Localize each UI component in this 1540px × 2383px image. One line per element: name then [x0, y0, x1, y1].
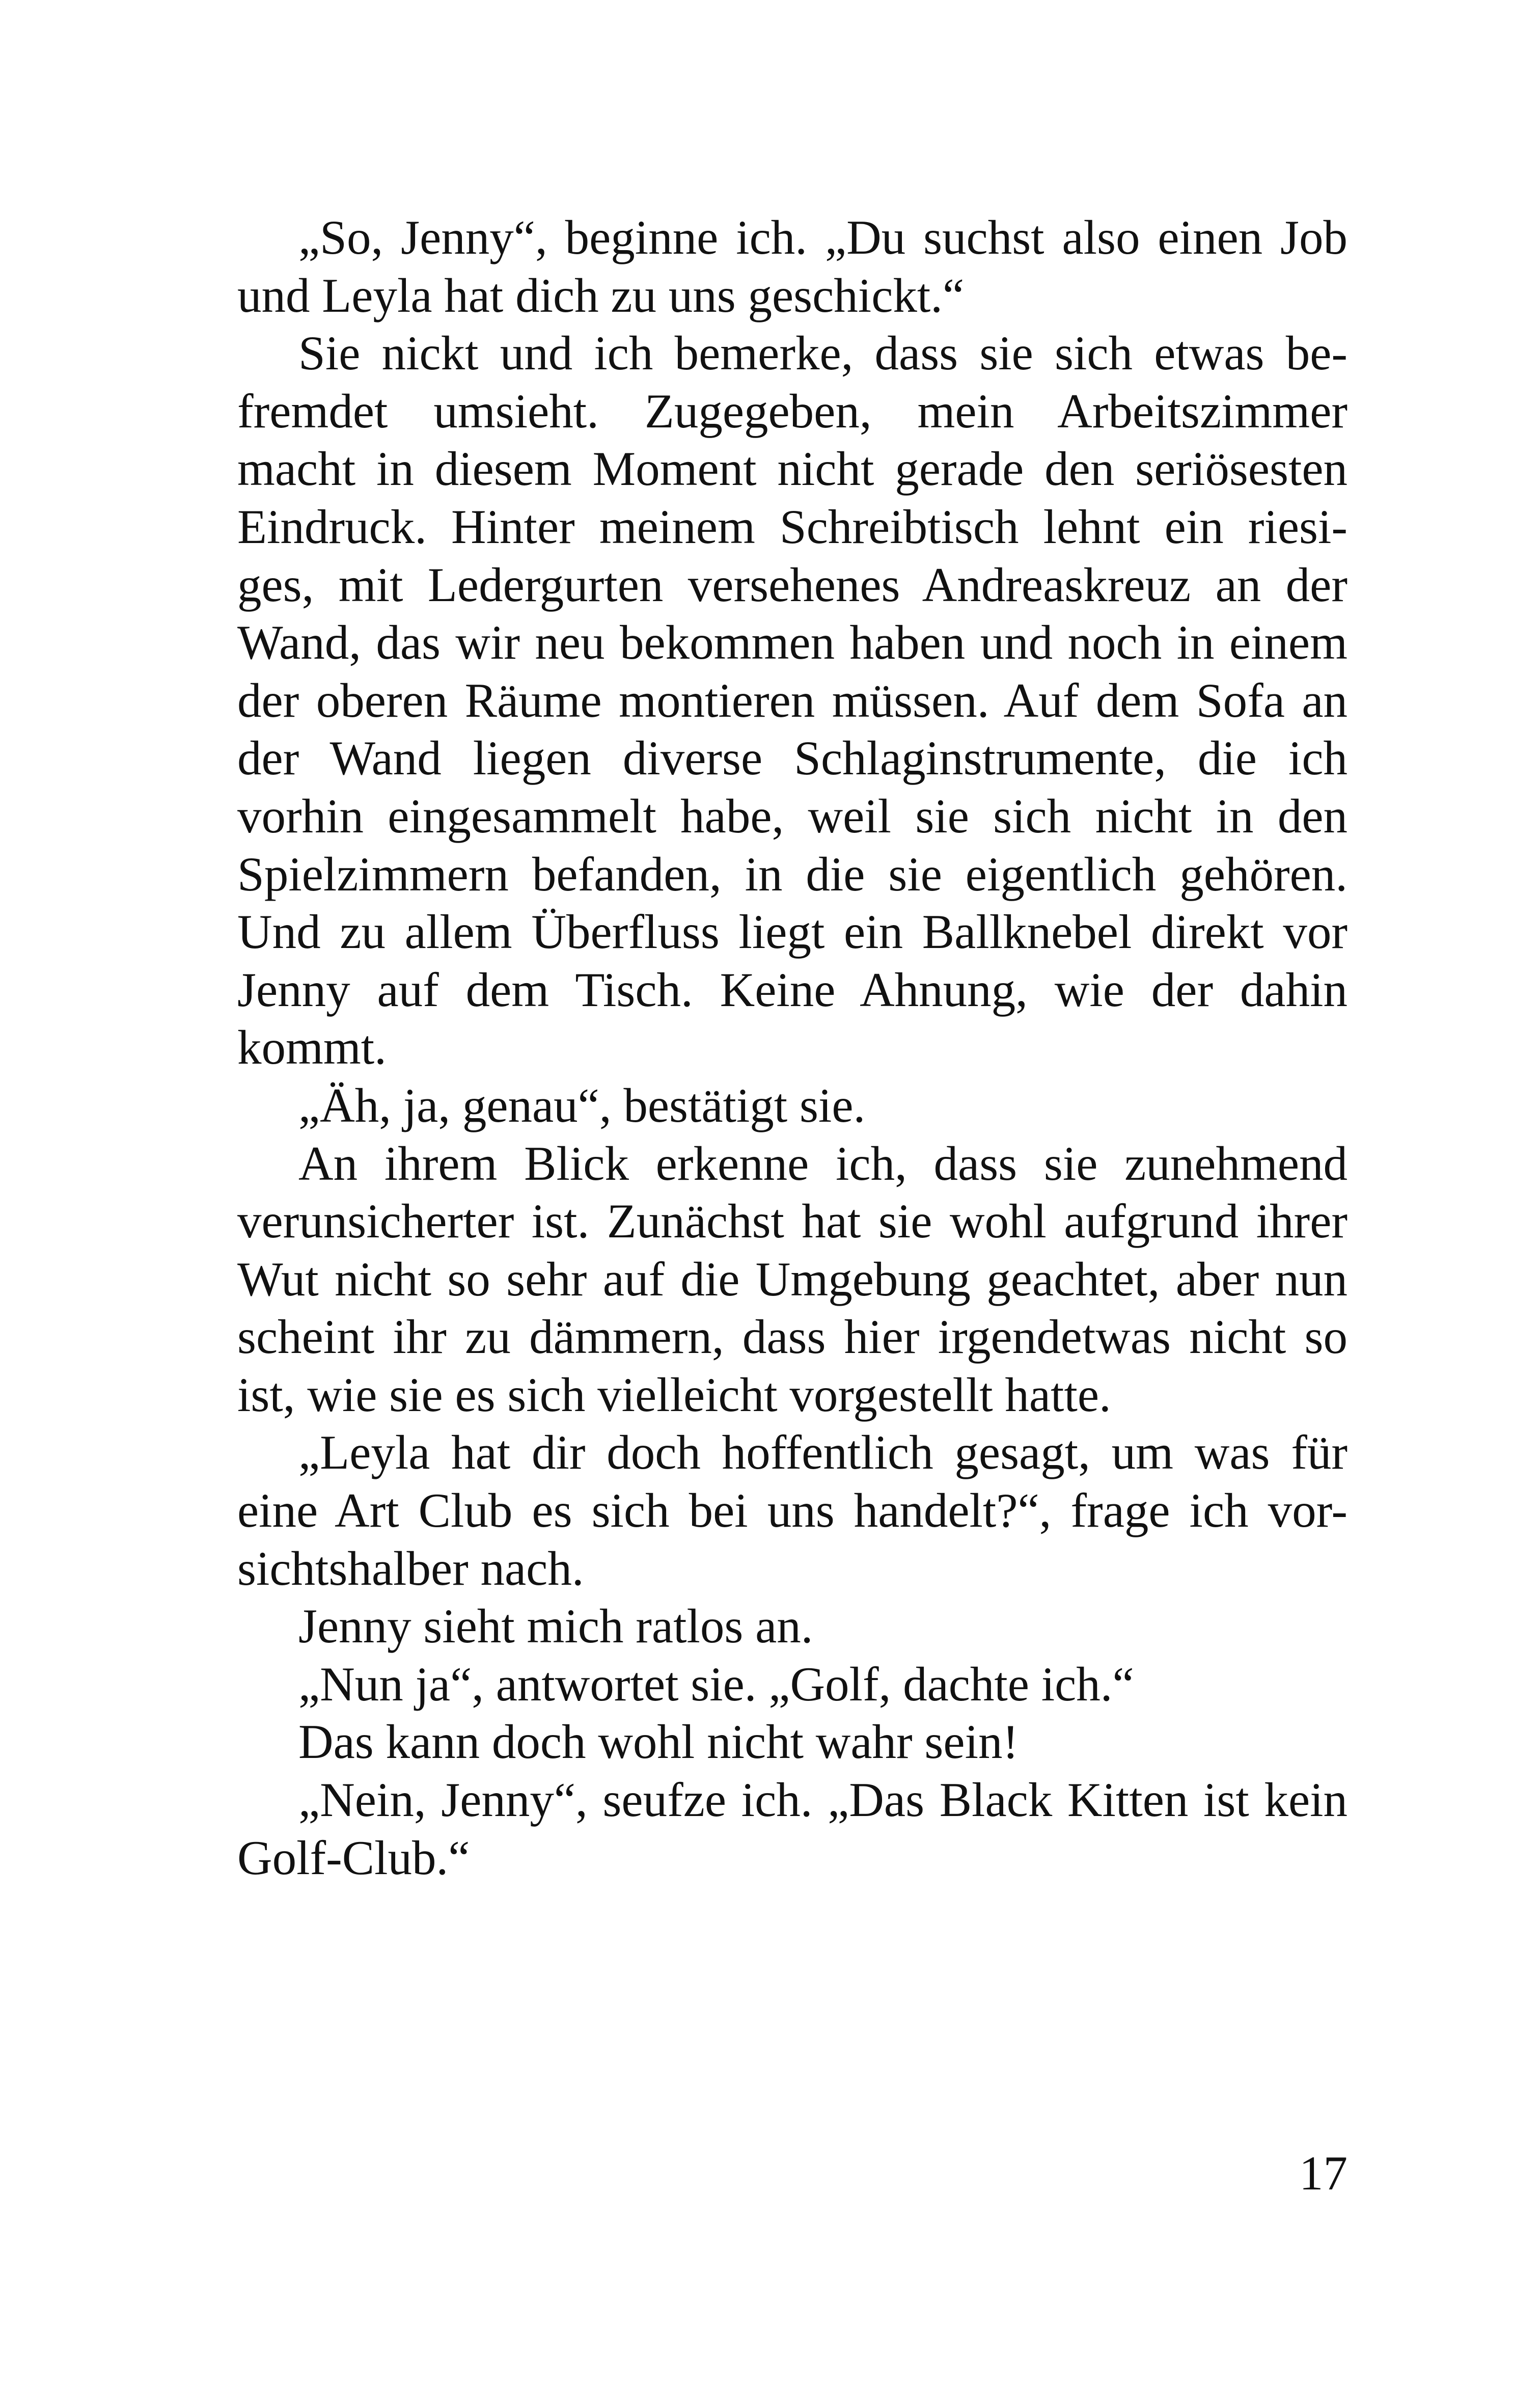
text-line: Jenny auf dem Tisch. Keine Ahnung, wie der dahin	[237, 962, 1348, 1017]
text-line: ist, wie sie es sich vielleicht vorgestellt hatte.	[237, 1367, 1111, 1422]
text-line: Spielzimmern befanden, in die sie eigentlich gehören.	[237, 847, 1348, 901]
text-line: „Nein, Jenny“, seufze ich. „Das Black Kitten ist kein	[298, 1773, 1348, 1827]
body-text	[237, 209, 1348, 1887]
text-line: Und zu allem Überfluss liegt ein Ballknebel direkt vor	[237, 905, 1348, 959]
text-line: An ihrem Blick erkenne ich, dass sie zunehmend	[298, 1136, 1348, 1190]
text-line: scheint ihr zu dämmern, dass hier irgendetwas nicht so	[237, 1310, 1348, 1364]
text-line: Wut nicht so sehr auf die Umgebung geachtet, aber nun	[237, 1252, 1348, 1306]
page-number: 17	[1299, 2146, 1348, 2200]
text-line: der oberen Räume montieren müssen. Auf dem Sofa an	[237, 673, 1348, 727]
text-line: Sie nickt und ich bemerke, dass sie sich etwas be-	[298, 326, 1348, 381]
text-line: ges, mit Ledergurten versehenes Andreaskreuz an der	[237, 557, 1348, 612]
text-line: eine Art Club es sich bei uns handelt?“, frage ich vor-	[237, 1483, 1348, 1538]
text-line: verunsicherter ist. Zunächst hat sie wohl aufgrund ihrer	[237, 1194, 1348, 1249]
text-line: „So, Jenny“, beginne ich. „Du suchst also einen Job	[298, 210, 1348, 264]
text-line: macht in diesem Moment nicht gerade den seriösesten	[237, 442, 1348, 496]
text-line: Das kann doch wohl nicht wahr sein!	[298, 1715, 1019, 1769]
text-line: „Nun ja“, antwortet sie. „Golf, dachte ich.“	[298, 1657, 1134, 1711]
text-line: der Wand liegen diverse Schlaginstrumente, die ich	[237, 731, 1348, 786]
text-line: kommt.	[237, 1020, 387, 1075]
text-line: und Leyla hat dich zu uns geschickt.“	[237, 268, 965, 322]
text-line: sichtshalber nach.	[237, 1541, 584, 1595]
text-line: Eindruck. Hinter meinem Schreibtisch lehnt ein riesi-	[237, 499, 1348, 554]
text-line: Jenny sieht mich ratlos an.	[298, 1599, 813, 1654]
text-line: „Äh, ja, genau“, bestätigt sie.	[298, 1078, 866, 1132]
text-line: „Leyla hat dir doch hoffentlich gesagt, um was für	[298, 1425, 1348, 1480]
text-line: vorhin eingesammelt habe, weil sie sich nicht in den	[237, 789, 1348, 843]
text-line: fremdet umsieht. Zugegeben, mein Arbeitszimmer	[237, 384, 1348, 438]
text-line: Golf-Club.“	[237, 1830, 470, 1885]
text-line: Wand, das wir neu bekommen haben und noch in einem	[237, 615, 1348, 670]
